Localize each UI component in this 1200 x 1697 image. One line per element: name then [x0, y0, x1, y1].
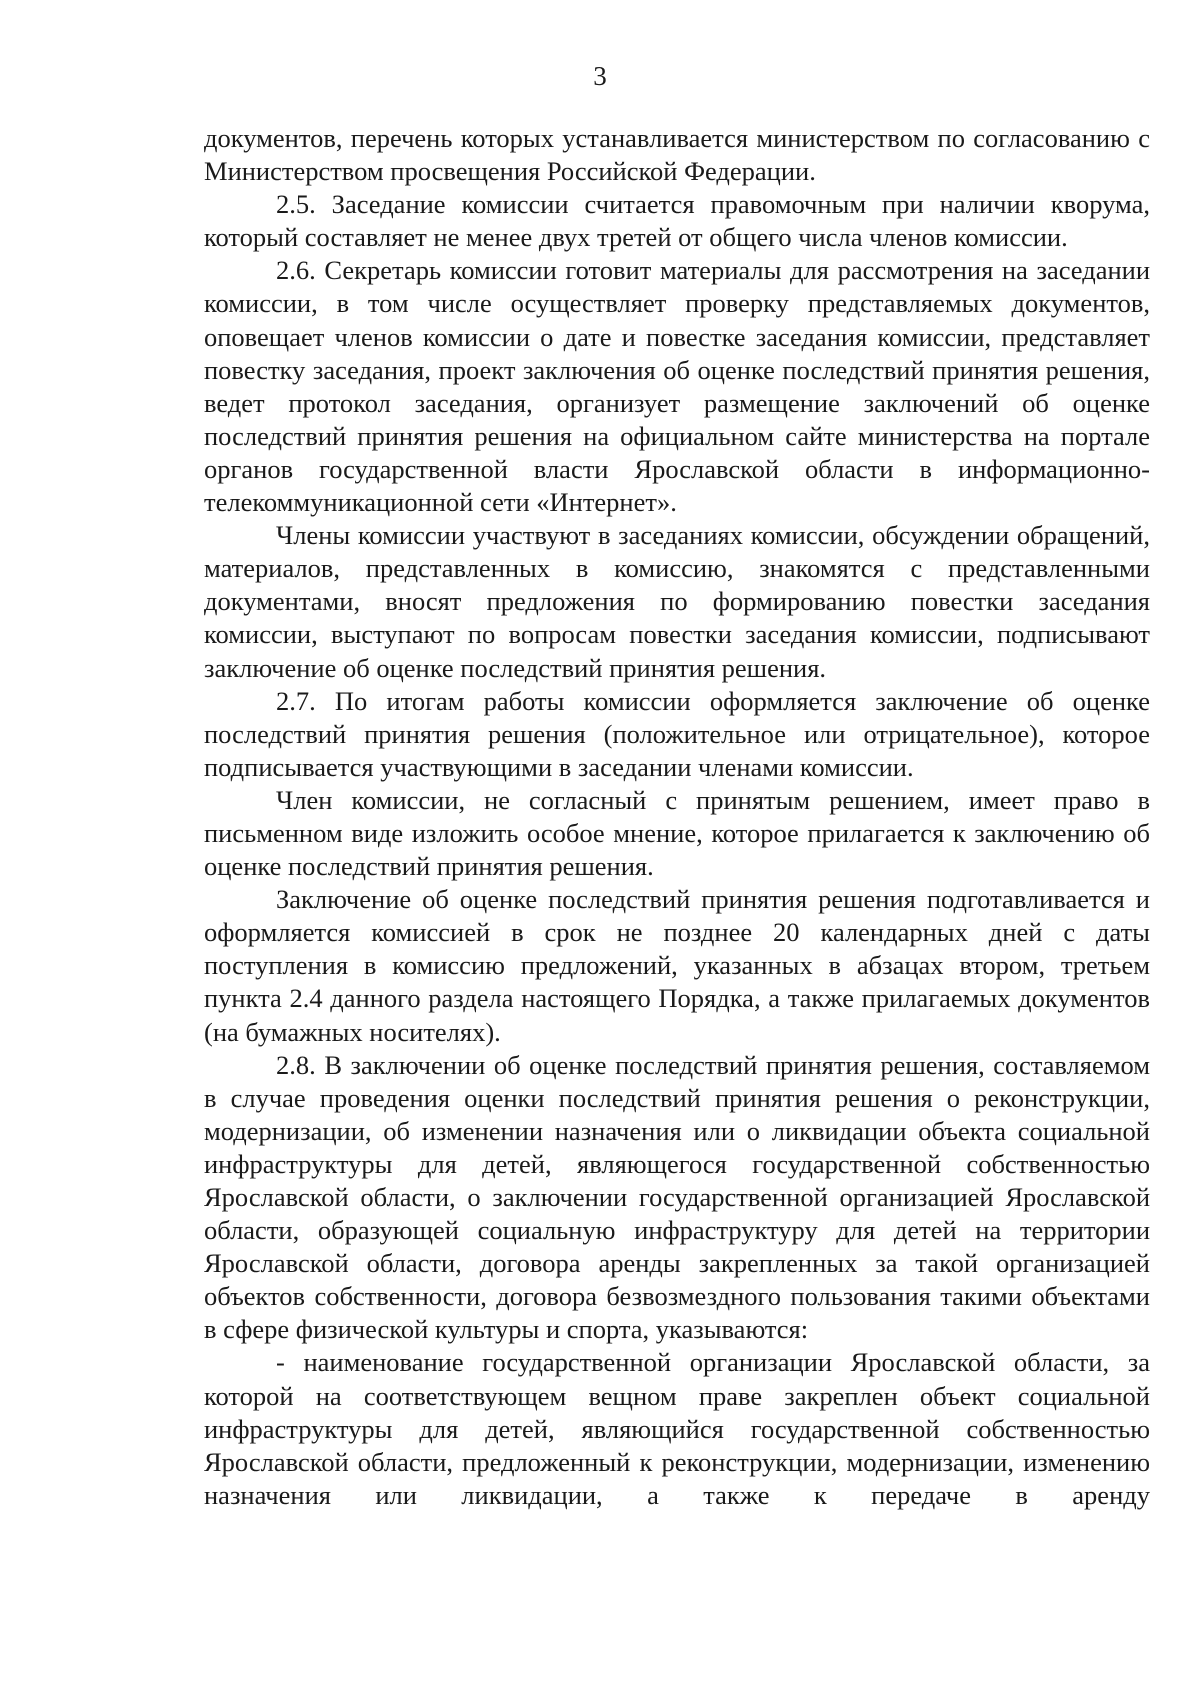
document-body [204, 122, 1150, 1512]
paragraph-2-8: 2.8. В заключении об оценке последствий принятия решения, составляемом в случае проведения оценки последствий принятия решения о реконструкции, модернизации, об изменении назначения или о ликвидации объекта социальной инфраструктуры для детей, являющегося государственной собственностью Ярославской области, о заключении государственной организацией Ярославской области, образующей социальную инфраструктуру для детей на территории Ярославской области, договора аренды закрепленных за такой организацией объектов собственности, договора безвозмездного пользования такими объектами в сфере физической культуры и спорта, указываются: [204, 1049, 1150, 1345]
paragraph-members-duties: Члены комиссии участвуют в заседаниях комиссии, обсуждении обращений, материалов, представленных в комиссию, знакомятся с представленными документами, вносят предложения по формированию повестки заседания комиссии, выступают по вопросам повестки заседания комиссии, подписывают заключение об оценке последствий принятия решения. [204, 520, 1150, 683]
paragraph-2-6: 2.6. Секретарь комиссии готовит материалы для рассмотрения на заседании комиссии, в том числе осуществляет проверку представляемых документов, оповещает членов комиссии о дате и повестке заседания комиссии, представляет повестку заседания, проект заключения об оценке последствий принятия решения, ведет протокол заседания, организует размещение заключений об оценке последствий принятия решения на официальном сайте министерства на портале органов государственной власти Ярославской области в информационно-телекоммуникационной сети «Интернет». [204, 255, 1150, 518]
paragraph-2-7: 2.7. По итогам работы комиссии оформляется заключение об оценке последствий принятия решения (положительное или отрицательное), которое подписывается участвующими в заседании членами комиссии. [204, 685, 1150, 782]
list-item-organization-name: - наименование государственной организации Ярославской области, за которой на соответствующем вещном праве закреплен объект социальной инфраструктуры для детей, являющийся государственной собственностью Ярославской области, предложенный к реконструкции, модернизации, изменению назначения или ликвидации, а также к передаче в аренду [204, 1347, 1150, 1510]
page-number: 3 [593, 61, 607, 91]
paragraph-2-5: 2.5. Заседание комиссии считается правомочным при наличии кворума, который составляет не менее двух третей от общего числа членов комиссии. [204, 189, 1150, 253]
paragraph-dissent: Член комиссии, не согласный с принятым решением, имеет право в письменном виде изложить особое мнение, которое прилагается к заключению об оценке последствий принятия решения. [204, 784, 1150, 882]
paragraph-continuation: документов, перечень которых устанавливается министерством по согласованию с Министерством просвещения Российской Федерации. [204, 123, 1150, 187]
paragraph-deadline: Заключение об оценке последствий принятия решения подготавливается и оформляется комиссией в срок не позднее 20 календарных дней с даты поступления в комиссию предложений, указанных в абзацах втором, третьем пункта 2.4 данного раздела настоящего Порядка, а также прилагаемых документов (на бумажных носителях). [204, 884, 1150, 1047]
